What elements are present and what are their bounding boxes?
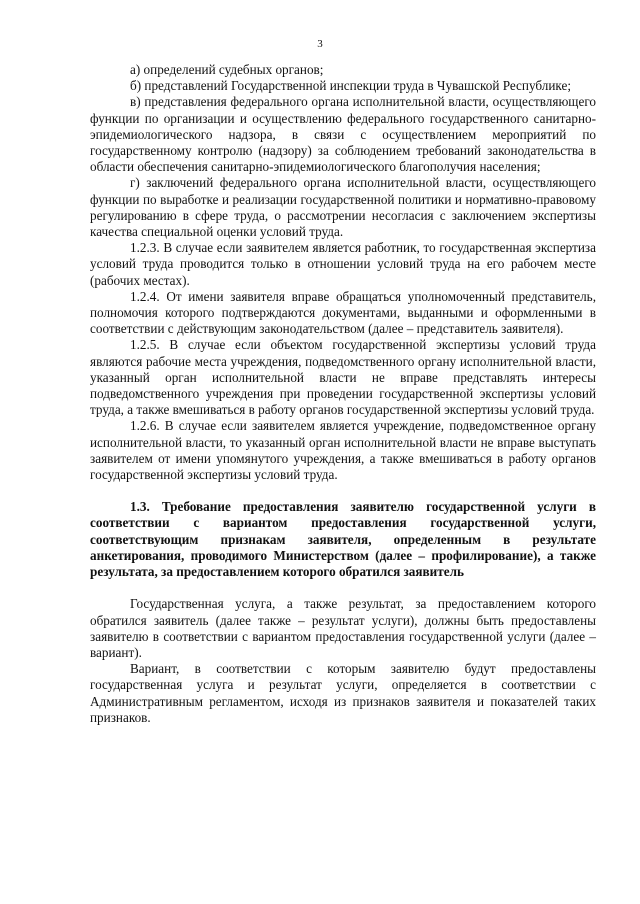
paragraph-1-2-5: 1.2.5. В случае если объектом государственной экспертизы условий труда являются рабочие места учреждения, подведомственного органу исполнительной власти, указанный орган исполнительной власти не вправе представлять интересы подведомственного учреждения при проведении государственной экспертизы условий труда, а также вмешиваться в работу органов государственной экспертизы условий труда. [90, 337, 596, 418]
paragraph-1-2-6: 1.2.6. В случае если заявителем является учреждение, подведомственное органу исполнительной власти, то указанный орган исполнительной власти не вправе выступать заявителем от имени упомянутого учреждения, а также вмешиваться в работу органов государственной экспертизы условий труда. [90, 418, 596, 483]
paragraph-item-v: в) представления федерального органа исполнительной власти, осуществляющего функции по организации и осуществлению федерального государственного санитарно-эпидемиологического надзора, в связи с осуществлением мероприятий по государственному контролю (надзору) за соблюдением требований законодательства в области обеспечения санитарно-эпидемиологического благополучия населения; [90, 94, 596, 175]
paragraph-1-2-4: 1.2.4. От имени заявителя вправе обращаться уполномоченный представитель, полномочия которого подтверждаются документами, выданными и оформленными в соответствии с действующим законодательством (далее – представитель заявителя). [90, 288, 596, 337]
page-number: 3 [317, 38, 323, 50]
paragraph-variant: Вариант, в соответствии с которым заявителю будут предоставлены государственная услуга и результат услуги, определяется в соответствии с Административным регламентом, исходя из признаков заявителя и показателей таких признаков. [90, 661, 596, 725]
paragraph-item-g: г) заключений федерального органа исполнительной власти, осуществляющего функции по выработке и реализации государственной политики и нормативно-правовому регулированию в сфере труда, о рассмотрении несогласия с заключением экспертизы качества специальной оценки условий труда. [90, 175, 596, 240]
section-heading-1-3: 1.3. Требование предоставления заявителю государственной услуги в соответствии с вариантом предоставления государственной услуги, соответствующим признакам заявителя, определенным в результате анкетирования, проводимого Министерством (далее – профилирование), а также результата, за предоставлением которого обратился заявитель [90, 499, 596, 580]
paragraph-1-2-3: 1.2.3. В случае если заявителем является работник, то государственная экспертиза условий труда проводится только в отношении условий труда на его рабочем месте (рабочих местах). [90, 240, 596, 288]
paragraph-item-a: а) определений судебных органов; [130, 62, 324, 77]
paragraph-item-b: б) представлений Государственной инспекции труда в Чувашской Республике; [130, 78, 571, 94]
paragraph-service-result: Государственная услуга, а также результат, за предоставлением которого обратился заявитель (далее также – результат услуги), должны быть предоставлены заявителю в соответствии с вариантом предоставления государственной услуги (далее – вариант). [90, 596, 596, 660]
document-body [90, 62, 596, 726]
